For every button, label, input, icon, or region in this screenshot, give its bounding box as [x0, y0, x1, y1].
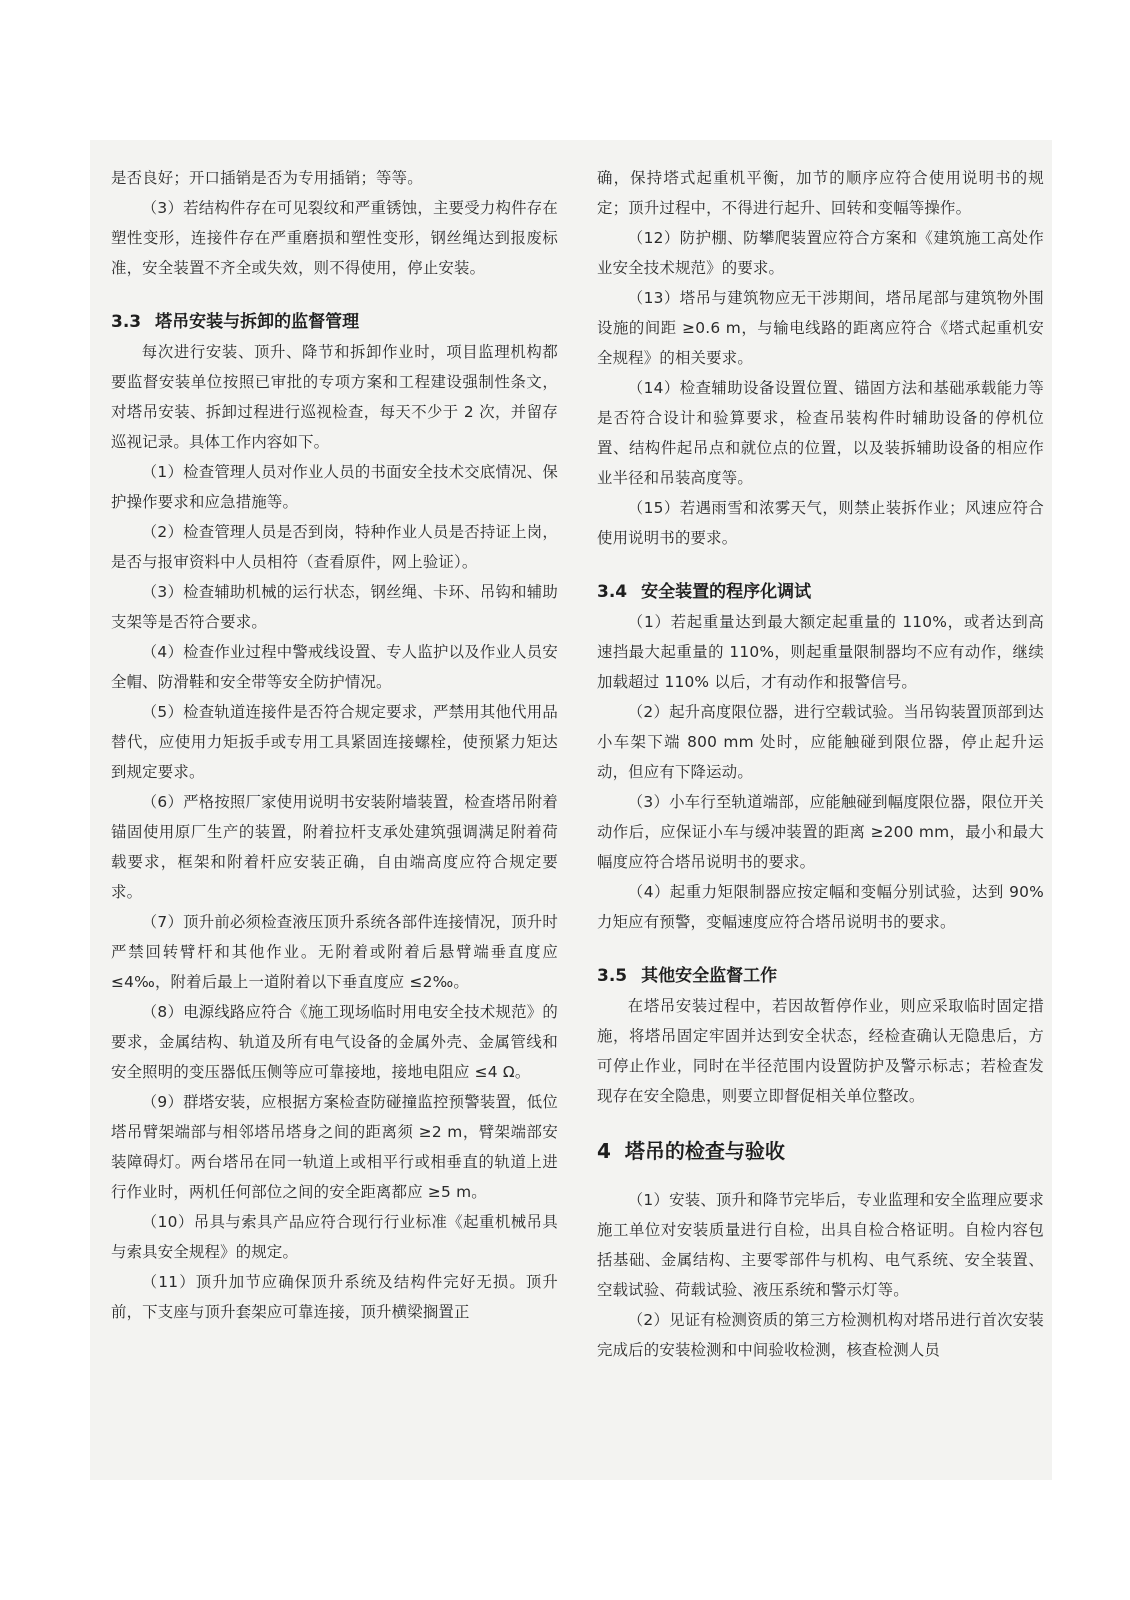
section-intro: 每次进行安装、顶升、降节和拆卸作业时，项目监理机构都要监督安装单位按照已审批的专项方案和工程建设强制性条文，对塔吊安装、拆卸过程进行巡视检查，每天不少于 2 次，并留存巡视记录。具体工作内容如下。 [111, 343, 558, 451]
chapter-title: 塔吊的检查与验收 [624, 1139, 785, 1163]
left-column [111, 163, 558, 1327]
list-item: （5）检查轨道连接件是否符合规定要求，严禁用其他代用品替代，应使用力矩扳手或专用工具紧固连接螺栓，使预紧力矩达到规定要求。 [111, 703, 558, 781]
section-heading-3-3 [111, 307, 558, 337]
list-item: （3）小车行至轨道端部，应能触碰到幅度限位器，限位开关动作后，应保证小车与缓冲装置的距离 ≥200 mm，最小和最大幅度应符合塔吊说明书的要求。 [597, 793, 1044, 871]
list-item: （7）顶升前必须检查液压顶升系统各部件连接情况，顶升时严禁回转臂杆和其他作业。无附着或附着后悬臂端垂直度应 ≤4‰，附着后最上一道附着以下垂直度应 ≤2‰。 [111, 913, 558, 991]
section-number: 3.5 [597, 966, 628, 986]
continued-paragraph: 确，保持塔式起重机平衡，加节的顺序应符合使用说明书的规定；顶升过程中，不得进行起升、回转和变幅等操作。 [597, 169, 1044, 217]
list-item: （15）若遇雨雪和浓雾天气，则禁止装拆作业；风速应符合使用说明书的要求。 [597, 499, 1044, 547]
section-title: 安全装置的程序化调试 [641, 582, 812, 602]
list-item: （2）见证有检测资质的第三方检测机构对塔吊进行首次安装完成后的安装检测和中间验收检测，核查检测人员 [597, 1311, 1044, 1359]
section-title: 其他安全监督工作 [641, 966, 778, 986]
section-number: 3.4 [597, 582, 628, 602]
list-item: （9）群塔安装，应根据方案检查防碰撞监控预警装置，低位塔吊臂架端部与相邻塔吊塔身之间的距离须 ≥2 m，臂架端部安装障碍灯。两台塔吊在同一轨道上或相平行或相垂直的轨道上进行作业时，两机任何部位之间的安全距离都应 ≥5 m。 [111, 1093, 558, 1201]
right-column [597, 163, 1044, 1365]
section-body: 在塔吊安装过程中，若因故暂停作业，则应采取临时固定措施，将塔吊固定牢固并达到安全状态，经检查确认无隐患后，方可停止作业，同时在半径范围内设置防护及警示标志；若检查发现存在安全隐患，则要立即督促相关单位整改。 [597, 997, 1044, 1105]
list-item: （1）若起重量达到最大额定起重量的 110%，或者达到高速挡最大起重量的 110%，则起重量限制器均不应有动作，继续加载超过 110% 以后，才有动作和报警信号。 [597, 613, 1044, 691]
list-item: （1）检查管理人员对作业人员的书面安全技术交底情况、保护操作要求和应急措施等。 [111, 463, 558, 511]
list-item: （4）起重力矩限制器应按定幅和变幅分别试验，达到 90% 力矩应有预警，变幅速度应符合塔吊说明书的要求。 [597, 883, 1044, 931]
list-item: （11）顶升加节应确保顶升系统及结构件完好无损。顶升前，下支座与顶升套架应可靠连接，顶升横梁搁置正 [111, 1273, 558, 1321]
list-item: （3）检查辅助机械的运行状态，钢丝绳、卡环、吊钩和辅助支架等是否符合要求。 [111, 583, 558, 631]
chapter-heading-4 [597, 1135, 1044, 1167]
section-heading-3-5 [597, 961, 1044, 991]
list-item: （1）安装、顶升和降节完毕后，专业监理和安全监理应要求施工单位对安装质量进行自检，出具自检合格证明。自检内容包括基础、金属结构、主要零部件与机构、电气系统、安全装置、空载试验、荷载试验、液压系统和警示灯等。 [597, 1191, 1044, 1299]
list-item: （8）电源线路应符合《施工现场临时用电安全技术规范》的要求，金属结构、轨道及所有电气设备的金属外壳、金属管线和安全照明的变压器低压侧等应可靠接地，接地电阻应 ≤4 Ω。 [111, 1003, 558, 1081]
continued-paragraph: 是否良好；开口插销是否为专用插销；等等。 [111, 169, 423, 187]
list-item: （4）检查作业过程中警戒线设置、专人监护以及作业人员安全帽、防滑鞋和安全带等安全防护情况。 [111, 643, 558, 691]
paragraph-item-3: （3）若结构件存在可见裂纹和严重锈蚀，主要受力构件存在塑性变形，连接件存在严重磨损和塑性变形，钢丝绳达到报废标准，安全装置不齐全或失效，则不得使用，停止安装。 [111, 199, 558, 277]
section-number: 3.3 [111, 312, 142, 332]
list-item: （2）起升高度限位器，进行空载试验。当吊钩装置顶部到达小车架下端 800 mm 处时，应能触碰到限位器，停止起升运动，但应有下降运动。 [597, 703, 1044, 781]
section-title: 塔吊安装与拆卸的监督管理 [155, 312, 360, 332]
list-item: （6）严格按照厂家使用说明书安装附墙装置，检查塔吊附着锚固使用原厂生产的装置，附着拉杆支承处建筑强调满足附着荷载要求，框架和附着杆应安装正确，自由端高度应符合规定要求。 [111, 793, 558, 901]
list-item: （14）检查辅助设备设置位置、锚固方法和基础承载能力等是否符合设计和验算要求，检查吊装构件时辅助设备的停机位置、结构件起吊点和就位点的位置，以及装拆辅助设备的相应作业半径和吊装高度等。 [597, 379, 1044, 487]
list-item: （10）吊具与索具产品应符合现行行业标准《起重机械吊具与索具安全规程》的规定。 [111, 1213, 558, 1261]
list-item: （2）检查管理人员是否到岗，特种作业人员是否持证上岗，是否与报审资料中人员相符（查看原件，网上验证）。 [111, 523, 558, 571]
list-item: （12）防护棚、防攀爬装置应符合方案和《建筑施工高处作业安全技术规范》的要求。 [597, 229, 1044, 277]
section-heading-3-4 [597, 577, 1044, 607]
chapter-number: 4 [597, 1139, 611, 1163]
list-item: （13）塔吊与建筑物应无干涉期间，塔吊尾部与建筑物外围设施的间距 ≥0.6 m，与输电线路的距离应符合《塔式起重机安全规程》的相关要求。 [597, 289, 1044, 367]
